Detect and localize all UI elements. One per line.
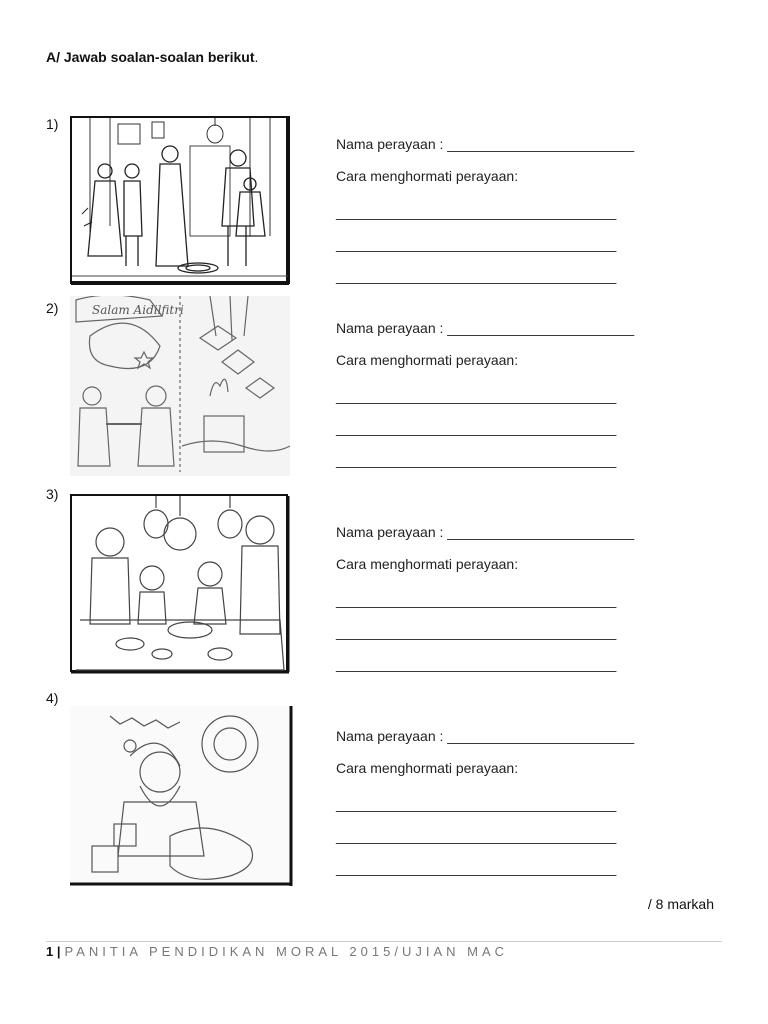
- chinese-new-year-illustration: [70, 494, 290, 664]
- answer-block: [336, 522, 634, 686]
- instruction-dot: .: [254, 49, 259, 65]
- instruction: [46, 49, 258, 65]
- answer-line[interactable]: ____________________________________: [336, 204, 617, 220]
- answer-line[interactable]: ____________________________________: [336, 656, 617, 672]
- cara-label: Cara menghormati perayaan:: [336, 556, 519, 572]
- question-4: [0, 690, 768, 880]
- cara-label: Cara menghormati perayaan:: [336, 352, 519, 368]
- answer-line[interactable]: ____________________________________: [336, 452, 617, 468]
- answer-line[interactable]: ____________________________________: [336, 388, 617, 404]
- answer-line[interactable]: ____________________________________: [336, 624, 617, 640]
- answer-line[interactable]: ____________________________________: [336, 268, 617, 284]
- cara-label: Cara menghormati perayaan:: [336, 760, 519, 776]
- answer-block: [336, 318, 634, 482]
- salam-aidilfitri-banner: Salam Aidilfitri: [92, 303, 184, 317]
- answer-line[interactable]: ____________________________________: [336, 236, 617, 252]
- answer-line[interactable]: ____________________________________: [336, 828, 617, 844]
- instruction-text: A/ Jawab soalan-soalan berikut: [46, 49, 255, 65]
- deepavali-illustration: [70, 116, 290, 286]
- cara-label: Cara menghormati perayaan:: [336, 168, 519, 184]
- answer-line[interactable]: ____________________________________: [336, 860, 617, 876]
- answer-block: [336, 726, 634, 890]
- question-2: [0, 300, 768, 490]
- footer-text: PANITIA PENDIDIKAN MORAL 2015/UJIAN MAC: [64, 944, 509, 959]
- question-number: 3): [46, 486, 59, 502]
- name-field[interactable]: Nama perayaan : ________________________: [336, 320, 635, 336]
- footer-divider: [46, 941, 722, 942]
- name-field[interactable]: Nama perayaan : ________________________: [336, 136, 635, 152]
- question-number: 4): [46, 690, 59, 706]
- answer-block: [336, 134, 634, 298]
- answer-line[interactable]: ____________________________________: [336, 420, 617, 436]
- name-field[interactable]: Nama perayaan : ________________________: [336, 524, 635, 540]
- question-1: [0, 116, 768, 306]
- question-number: 2): [46, 300, 59, 316]
- page-footer: [46, 944, 508, 959]
- answer-line[interactable]: ____________________________________: [336, 796, 617, 812]
- answer-line[interactable]: ____________________________________: [336, 592, 617, 608]
- page-number: 1 |: [46, 944, 61, 959]
- name-field[interactable]: Nama perayaan : ________________________: [336, 728, 635, 744]
- question-number: 1): [46, 116, 59, 132]
- aidilfitri-illustration: [70, 296, 290, 466]
- question-3: [0, 486, 768, 676]
- total-marks: / 8 markah: [647, 896, 714, 912]
- christmas-illustration: [70, 706, 290, 886]
